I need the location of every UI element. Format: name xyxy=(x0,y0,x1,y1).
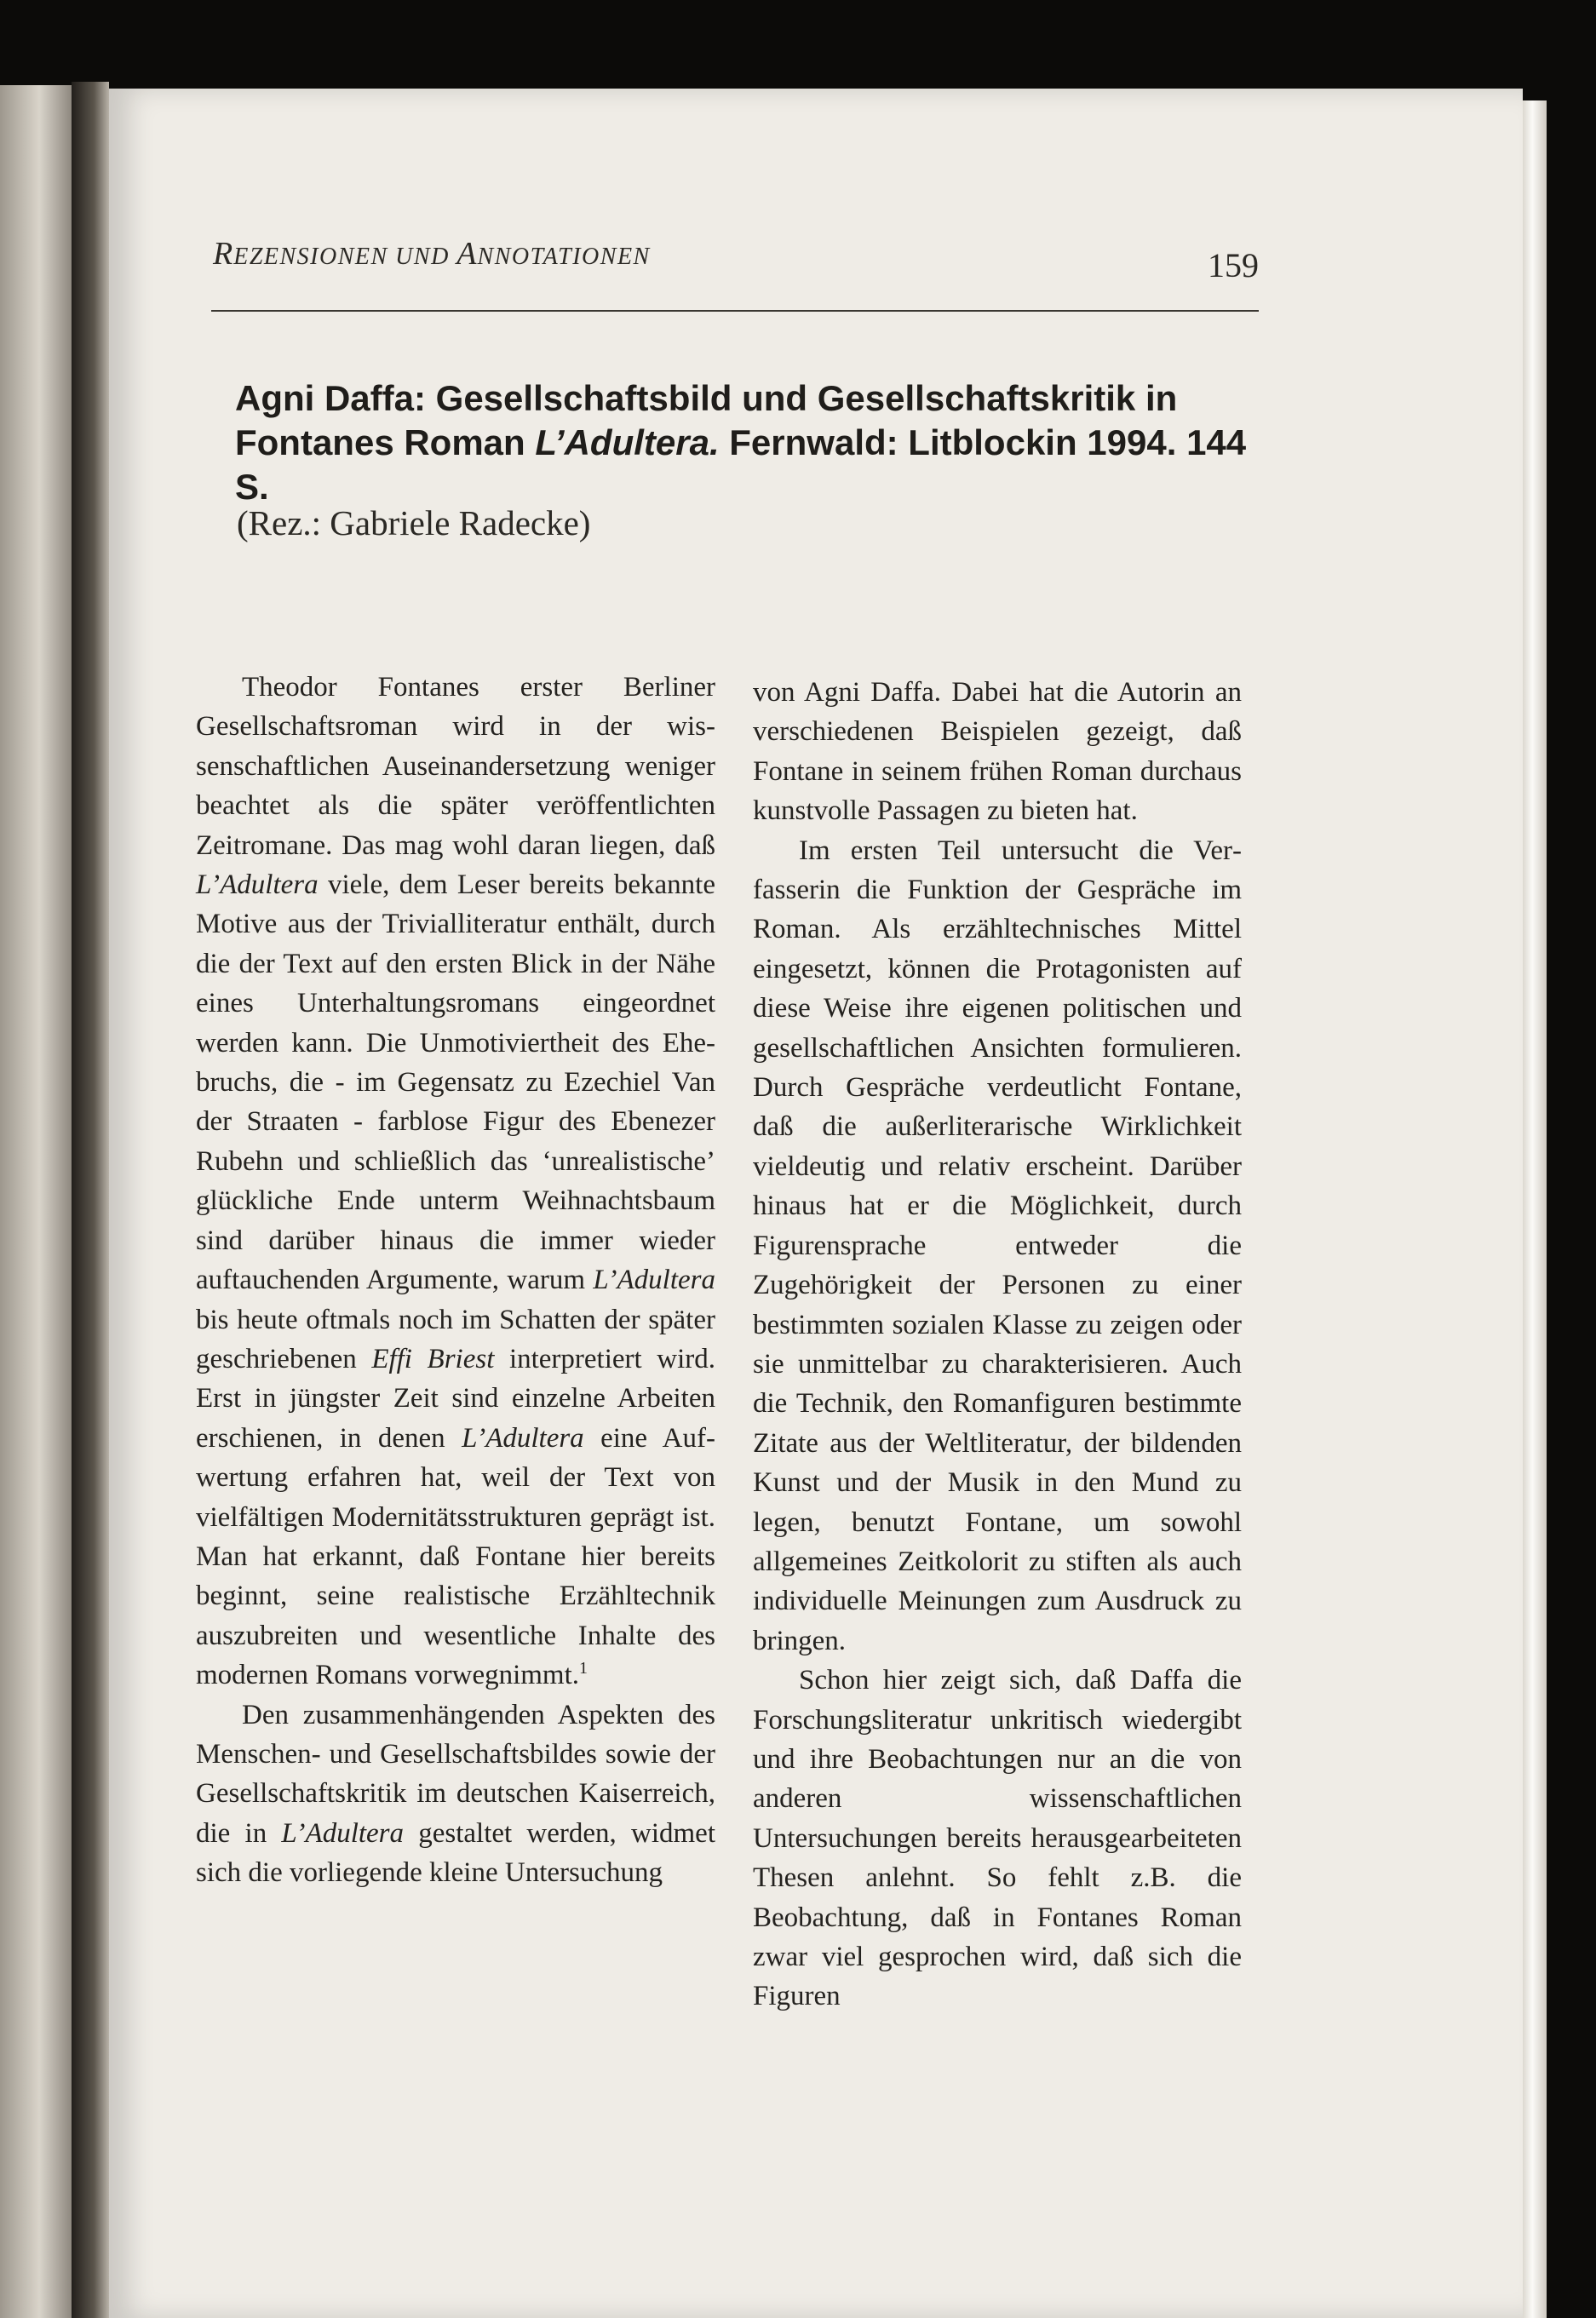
title-text-1: Agni Daffa: Gesellschaftsbild und Gesellschaftskritik in Fontanes Roman xyxy=(235,378,1178,462)
text-run: Theodor Fontanes erster Berliner Gesellschaftsroman wird in der wissenschaftlichen Auseinandersetzung weniger beachtet als die später veröffentlichten Zeitromane. Das mag wohl daran liegen, daß xyxy=(196,672,715,861)
running-head-smallcaps-1: EZENSIONEN UND xyxy=(233,244,457,270)
right-column xyxy=(753,673,1242,2017)
text-run: eine Aufwertung erfahren hat, weil der Text von vielfältigen Modernitätsstrukturen geprägt ist. Man hat erkannt, daß Fontane hier bereits beginnt, seine realistische Erzähltechnik auszubreiten und wesentliche Inhalte des modernen Romans vorwegnimmt. xyxy=(196,1422,715,1691)
running-head-initial-1: R xyxy=(213,236,234,272)
footnote-marker: 1 xyxy=(579,1659,588,1678)
page-number: 159 xyxy=(1208,246,1259,284)
italic-title: L’Adultera xyxy=(281,1817,405,1849)
left-column xyxy=(196,668,715,1893)
text-run: gestaltet werden, widmet sich die vorliegende kleine Untersuchung xyxy=(196,1817,715,1889)
text-run: viele, dem Leser bereits bekannte Motive aus der Trivialliteratur enthält, durch die der Text auf den ersten Blick in der Nähe eines Unterhaltungsromans eingeordnet werden kann. Die Unmotiviertheit des Ehebruchs, die - im Gegensatz zu Ezechiel Van der Straaten - farblose Figur des Ebenezer Rubehn und schließlich das ‘unrealistische’ glückliche Ende unterm Weihnachtsbaum sind darüber hinaus die immer wieder auftauchenden Argumente, warum xyxy=(196,869,715,1296)
paragraph: von Agni Daffa. Dabei hat die Autorin an verschiedenen Beispielen gezeigt, daß Fontane in seinem frühen Roman durchaus kunstvolle Passagen zu bieten hat. xyxy=(753,677,1242,827)
paragraph xyxy=(196,1695,715,1893)
text-run: interpretiert wird. Erst in jüngster Zeit sind einzelne Arbeiten erschienen, in denen xyxy=(196,1343,715,1454)
reviewer-credit: (Rez.: Gabriele Radecke) xyxy=(237,503,591,542)
review-title xyxy=(235,376,1274,509)
paragraph xyxy=(196,668,715,1695)
italic-title: Effi Briest xyxy=(371,1343,495,1374)
paragraph: Schon hier zeigt sich, daß Daffa die Forschungsliteratur unkritisch wiedergibt und ihre Beobachtungen nur an die von anderen wissenschaftlichen Untersuchungen bereits herausgearbeiteten Thesen anlehnt. So fehlt z.B. die Beobachtung, daß in Fontanes Roman zwar viel gesprochen wird, daß sich die Figuren xyxy=(753,1665,1242,2012)
text-run: bis heute oftmals noch im Schatten der später geschriebenen xyxy=(196,1304,715,1374)
running-head-initial-2: A xyxy=(456,236,478,272)
paragraph: Im ersten Teil untersucht die Verfasserin die Funktion der Gespräche im Roman. Als erzähltechnisches Mittel eingesetzt, können die Protagonisten auf diese Weise ihre eigenen politischen und gesellschaftlichen Ansichten formulieren. Durch Gespräche verdeutlicht Fontane, daß die außerliterarische Wirklichkeit vieldeutig und relativ erscheint. Darüber hinaus hat er die Möglichkeit, durch Figurensprache entweder die Zugehörigkeit der Personen zu einer bestimmten sozialen Klasse zu zeigen oder sie unmittelbar zu charakterisieren. Auch die Technik, den Romanfiguren bestimmte Zitate aus der Weltliteratur, der bildenden Kunst und der Musik in den Mund zu legen, benutzt Fontane, um sowohl allgemeines Zeitkolorit zu stiften als auch individuelle Meinungen zum Ausdruck zu bringen. xyxy=(753,835,1242,1656)
title-text-2: Fernwald: Litblockin 1994. 144 S. xyxy=(235,422,1247,507)
italic-title: L’Adultera xyxy=(196,869,319,901)
page-stack-edge xyxy=(1523,100,1547,2318)
header-rule xyxy=(211,310,1259,312)
italic-title: L’Adultera xyxy=(593,1265,715,1296)
running-head-smallcaps-2: NNOTATIONEN xyxy=(477,244,651,270)
facing-page-edge xyxy=(0,85,72,2318)
book-spine-gutter xyxy=(72,82,109,2318)
title-italic-work: L’Adultera. xyxy=(535,422,720,462)
running-head xyxy=(213,235,1260,273)
text-run: Den zusammenhängenden Aspekten des Menschen- und Gesellschaftsbildes sowie der Gesellschaftskritik im deutschen Kaiserreich, die in xyxy=(196,1699,715,1849)
italic-title: L’Adultera xyxy=(462,1422,584,1454)
